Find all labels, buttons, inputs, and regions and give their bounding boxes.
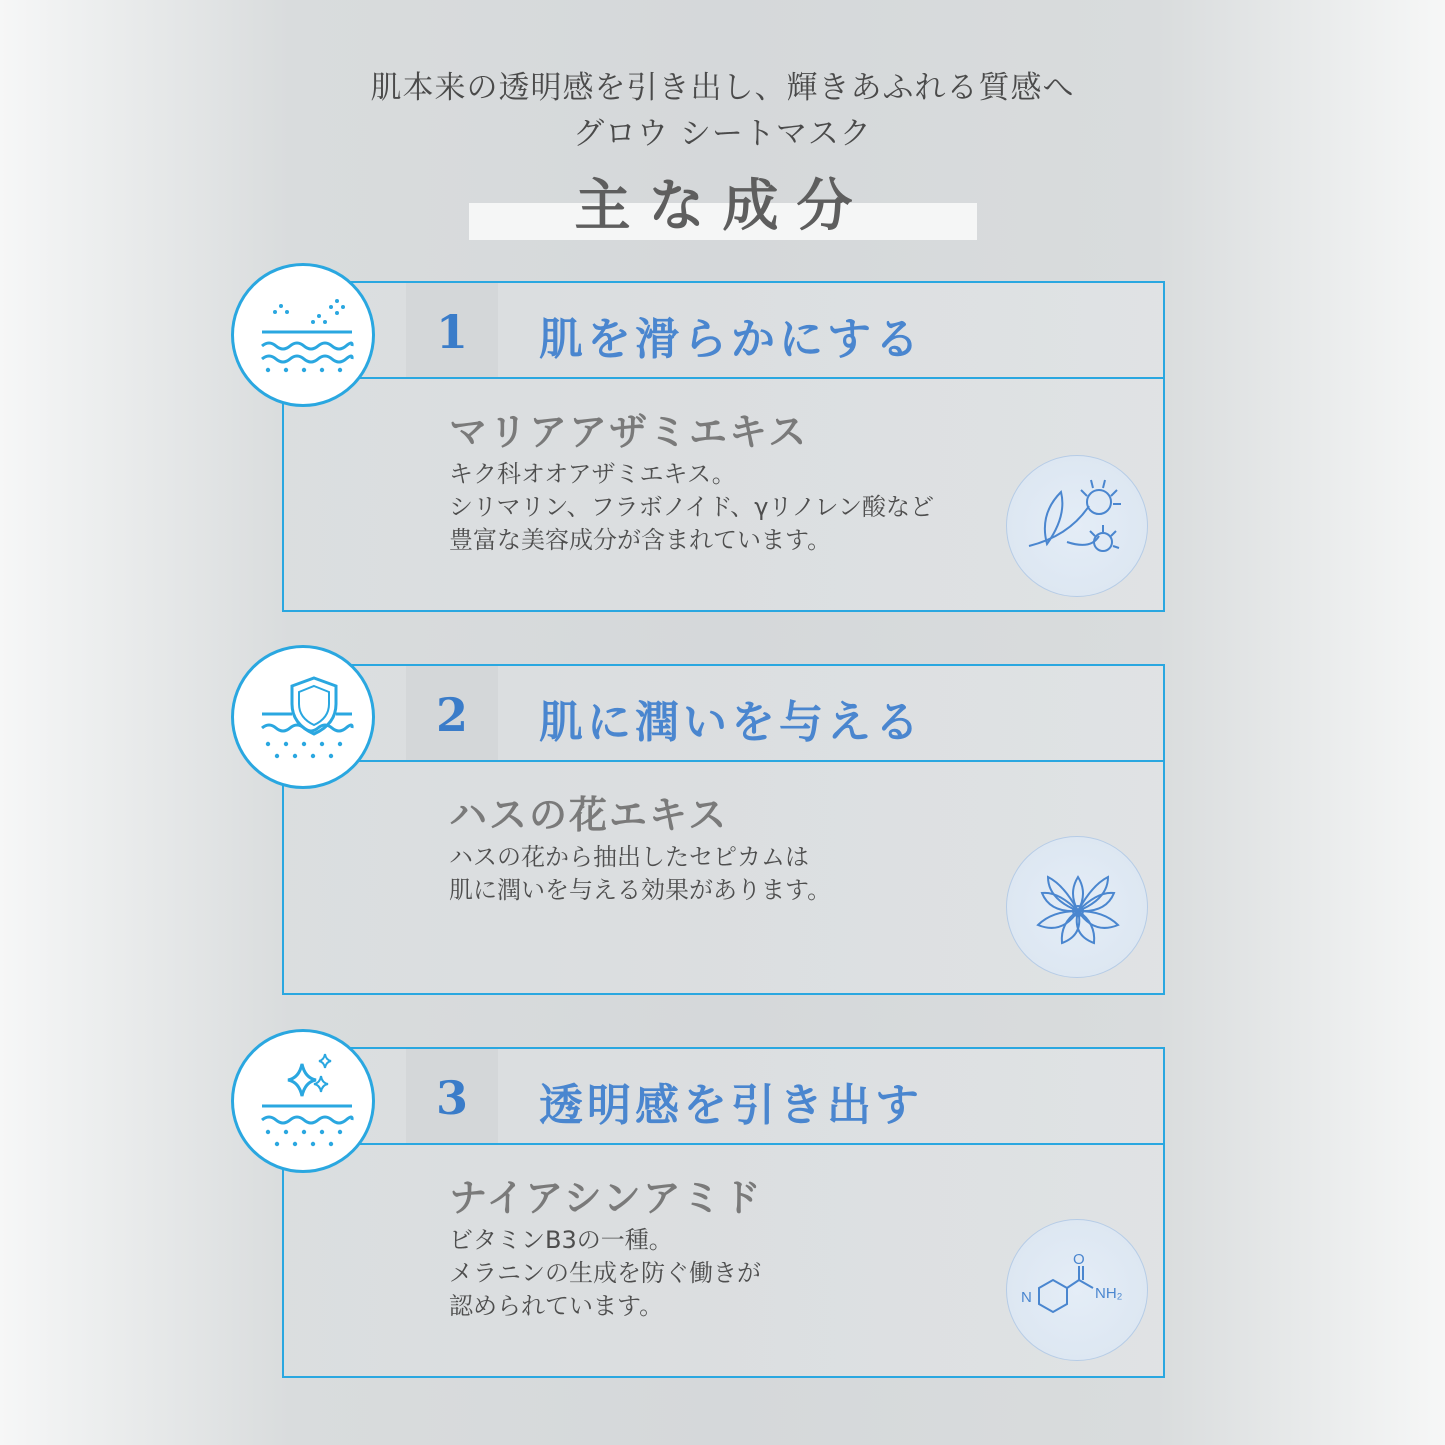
ingredient-name: マリアアザミエキス [449, 410, 809, 454]
skin-shield-icon [231, 645, 375, 789]
lotus-flower-icon [1006, 836, 1148, 978]
nitrogen-label: N [1021, 1289, 1032, 1306]
section-title: 主な成分 [574, 174, 871, 239]
ingredient-description: ビタミンB3の一種。 メラニンの生成を防ぐ働きが 認められています。 [449, 1226, 761, 1320]
card-heading: 透明感を引き出す [539, 1080, 923, 1131]
niacinamide-molecule-icon [1006, 1219, 1148, 1361]
card-number: 2 [435, 688, 468, 742]
product-name: グロウ シートマスク [573, 116, 872, 152]
ingredient-name: ナイアシンアミド [449, 1176, 763, 1220]
card-number: 1 [435, 305, 468, 359]
ingredient-name: ハスの花エキス [449, 793, 729, 837]
ingredient-description: キク科オオアザミエキス。 シリマリン、フラボノイド、γリノレン酸など 豊富な美容成分が含まれています。 [449, 460, 934, 554]
tagline: 肌本来の透明感を引き出し、輝きあふれる質感へ [370, 70, 1075, 106]
oxygen-label: O [1073, 1251, 1085, 1268]
thistle-flower-icon [1006, 455, 1148, 597]
card-number: 3 [435, 1071, 468, 1125]
skin-sparkle-icon [231, 263, 375, 407]
ingredient-description: ハスの花から抽出したセピカムは 肌に潤いを与える効果があります。 [449, 843, 832, 904]
card-heading: 肌に潤いを与える [539, 697, 923, 748]
card-heading: 肌を滑らかにする [539, 314, 923, 365]
skin-star-icon [231, 1029, 375, 1173]
amine-label: NH₂ [1095, 1285, 1123, 1302]
